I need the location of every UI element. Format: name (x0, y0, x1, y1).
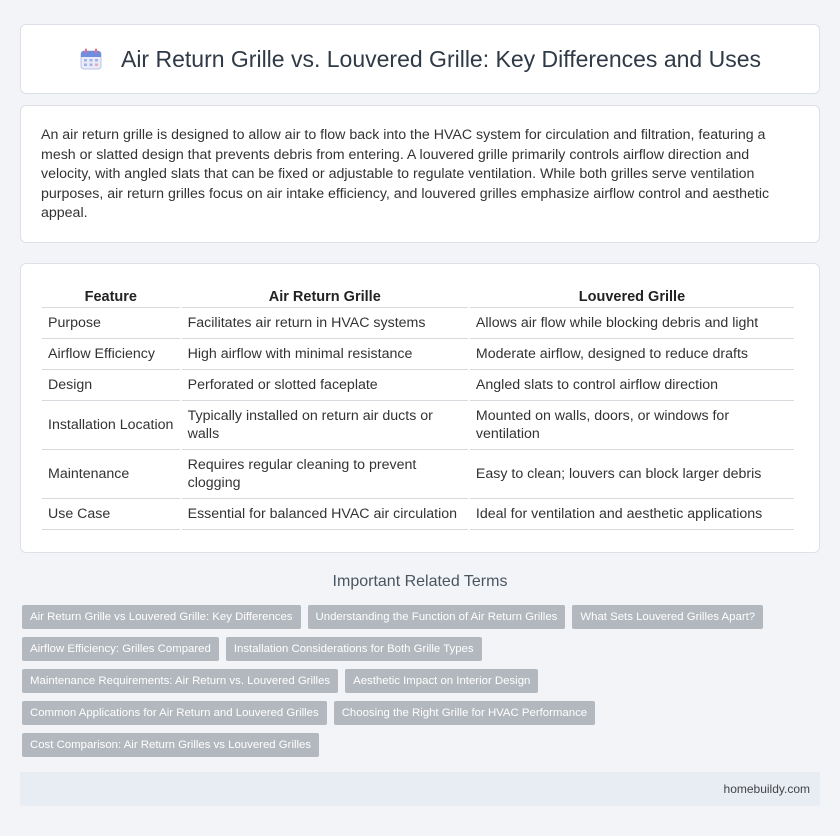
header-feature: Feature (42, 282, 180, 308)
header-card (20, 24, 820, 94)
related-term-tag[interactable]: Choosing the Right Grille for HVAC Performance (334, 701, 595, 725)
related-term-tag[interactable]: Installation Considerations for Both Grille Types (226, 637, 482, 661)
intro-paragraph: An air return grille is designed to allow air to flow back into the HVAC system for circulation and filtration, featuring a mesh or slatted design that prevents debris from entering. A louvered grille primarily controls airflow direction and velocity, with angled slats that can be fixed or adjustable to regulate ventilation. While both grilles serve ventilation purposes, air return grilles focus on air intake efficiency, and louvered grilles emphasize airflow control and aesthetic appeal. (41, 127, 770, 221)
page-title: Air Return Grille vs. Louvered Grille: Key Differences and Uses (120, 45, 761, 72)
related-term-tag[interactable]: Air Return Grille vs Louvered Grille: Key Differences (22, 605, 301, 629)
footer (20, 772, 820, 806)
table-cell: Perforated or slotted faceplate (182, 370, 468, 401)
table-cell: Typically installed on return air ducts or walls (182, 401, 468, 450)
title-wrap (79, 46, 761, 73)
table-cell: Moderate airflow, designed to reduce drafts (470, 339, 794, 370)
table-row (42, 401, 794, 450)
table-cell: Allows air flow while blocking debris and light (470, 308, 794, 339)
header-louvered-grille: Louvered Grille (470, 282, 794, 308)
related-term-tag[interactable]: Common Applications for Air Return and Louvered Grilles (22, 701, 327, 725)
table-row (42, 370, 794, 401)
header-air-return-grille: Air Return Grille (182, 282, 468, 308)
related-terms-heading: Important Related Terms (332, 573, 508, 590)
table-cell: Airflow Efficiency (42, 339, 180, 370)
tag-row (22, 733, 822, 757)
calendar-icon (79, 47, 103, 71)
table-cell: Ideal for ventilation and aesthetic applications (470, 499, 794, 530)
related-term-tag[interactable]: Understanding the Function of Air Return Grilles (308, 605, 566, 629)
table-cell: Design (42, 370, 180, 401)
table-cell: Facilitates air return in HVAC systems (182, 308, 468, 339)
table-cell: Easy to clean; louvers can block larger debris (470, 450, 794, 499)
table-cell: Angled slats to control airflow direction (470, 370, 794, 401)
related-terms-list (22, 605, 822, 765)
related-term-tag[interactable]: Airflow Efficiency: Grilles Compared (22, 637, 219, 661)
table-header-row (42, 282, 794, 308)
table-row (42, 499, 794, 530)
table-cell: Maintenance (42, 450, 180, 499)
related-term-tag[interactable]: What Sets Louvered Grilles Apart? (572, 605, 763, 629)
tag-row (22, 605, 822, 629)
related-term-tag[interactable]: Aesthetic Impact on Interior Design (345, 669, 538, 693)
comparison-table (40, 282, 796, 530)
table-cell: Use Case (42, 499, 180, 530)
related-term-tag[interactable]: Cost Comparison: Air Return Grilles vs Louvered Grilles (22, 733, 319, 757)
table-cell: High airflow with minimal resistance (182, 339, 468, 370)
table-cell: Installation Location (42, 401, 180, 450)
tag-row (22, 701, 822, 725)
table-cell: Purpose (42, 308, 180, 339)
tag-row (22, 637, 822, 661)
table-row (42, 308, 794, 339)
footer-site-link[interactable]: homebuildy.com (723, 782, 810, 796)
table-cell: Essential for balanced HVAC air circulation (182, 499, 468, 530)
intro-card (20, 105, 820, 243)
comparison-table-card (20, 263, 820, 553)
table-cell: Requires regular cleaning to prevent clogging (182, 450, 468, 499)
table-row (42, 339, 794, 370)
table-cell: Mounted on walls, doors, or windows for ventilation (470, 401, 794, 450)
related-term-tag[interactable]: Maintenance Requirements: Air Return vs. Louvered Grilles (22, 669, 338, 693)
table-row (42, 450, 794, 499)
tag-row (22, 669, 822, 693)
